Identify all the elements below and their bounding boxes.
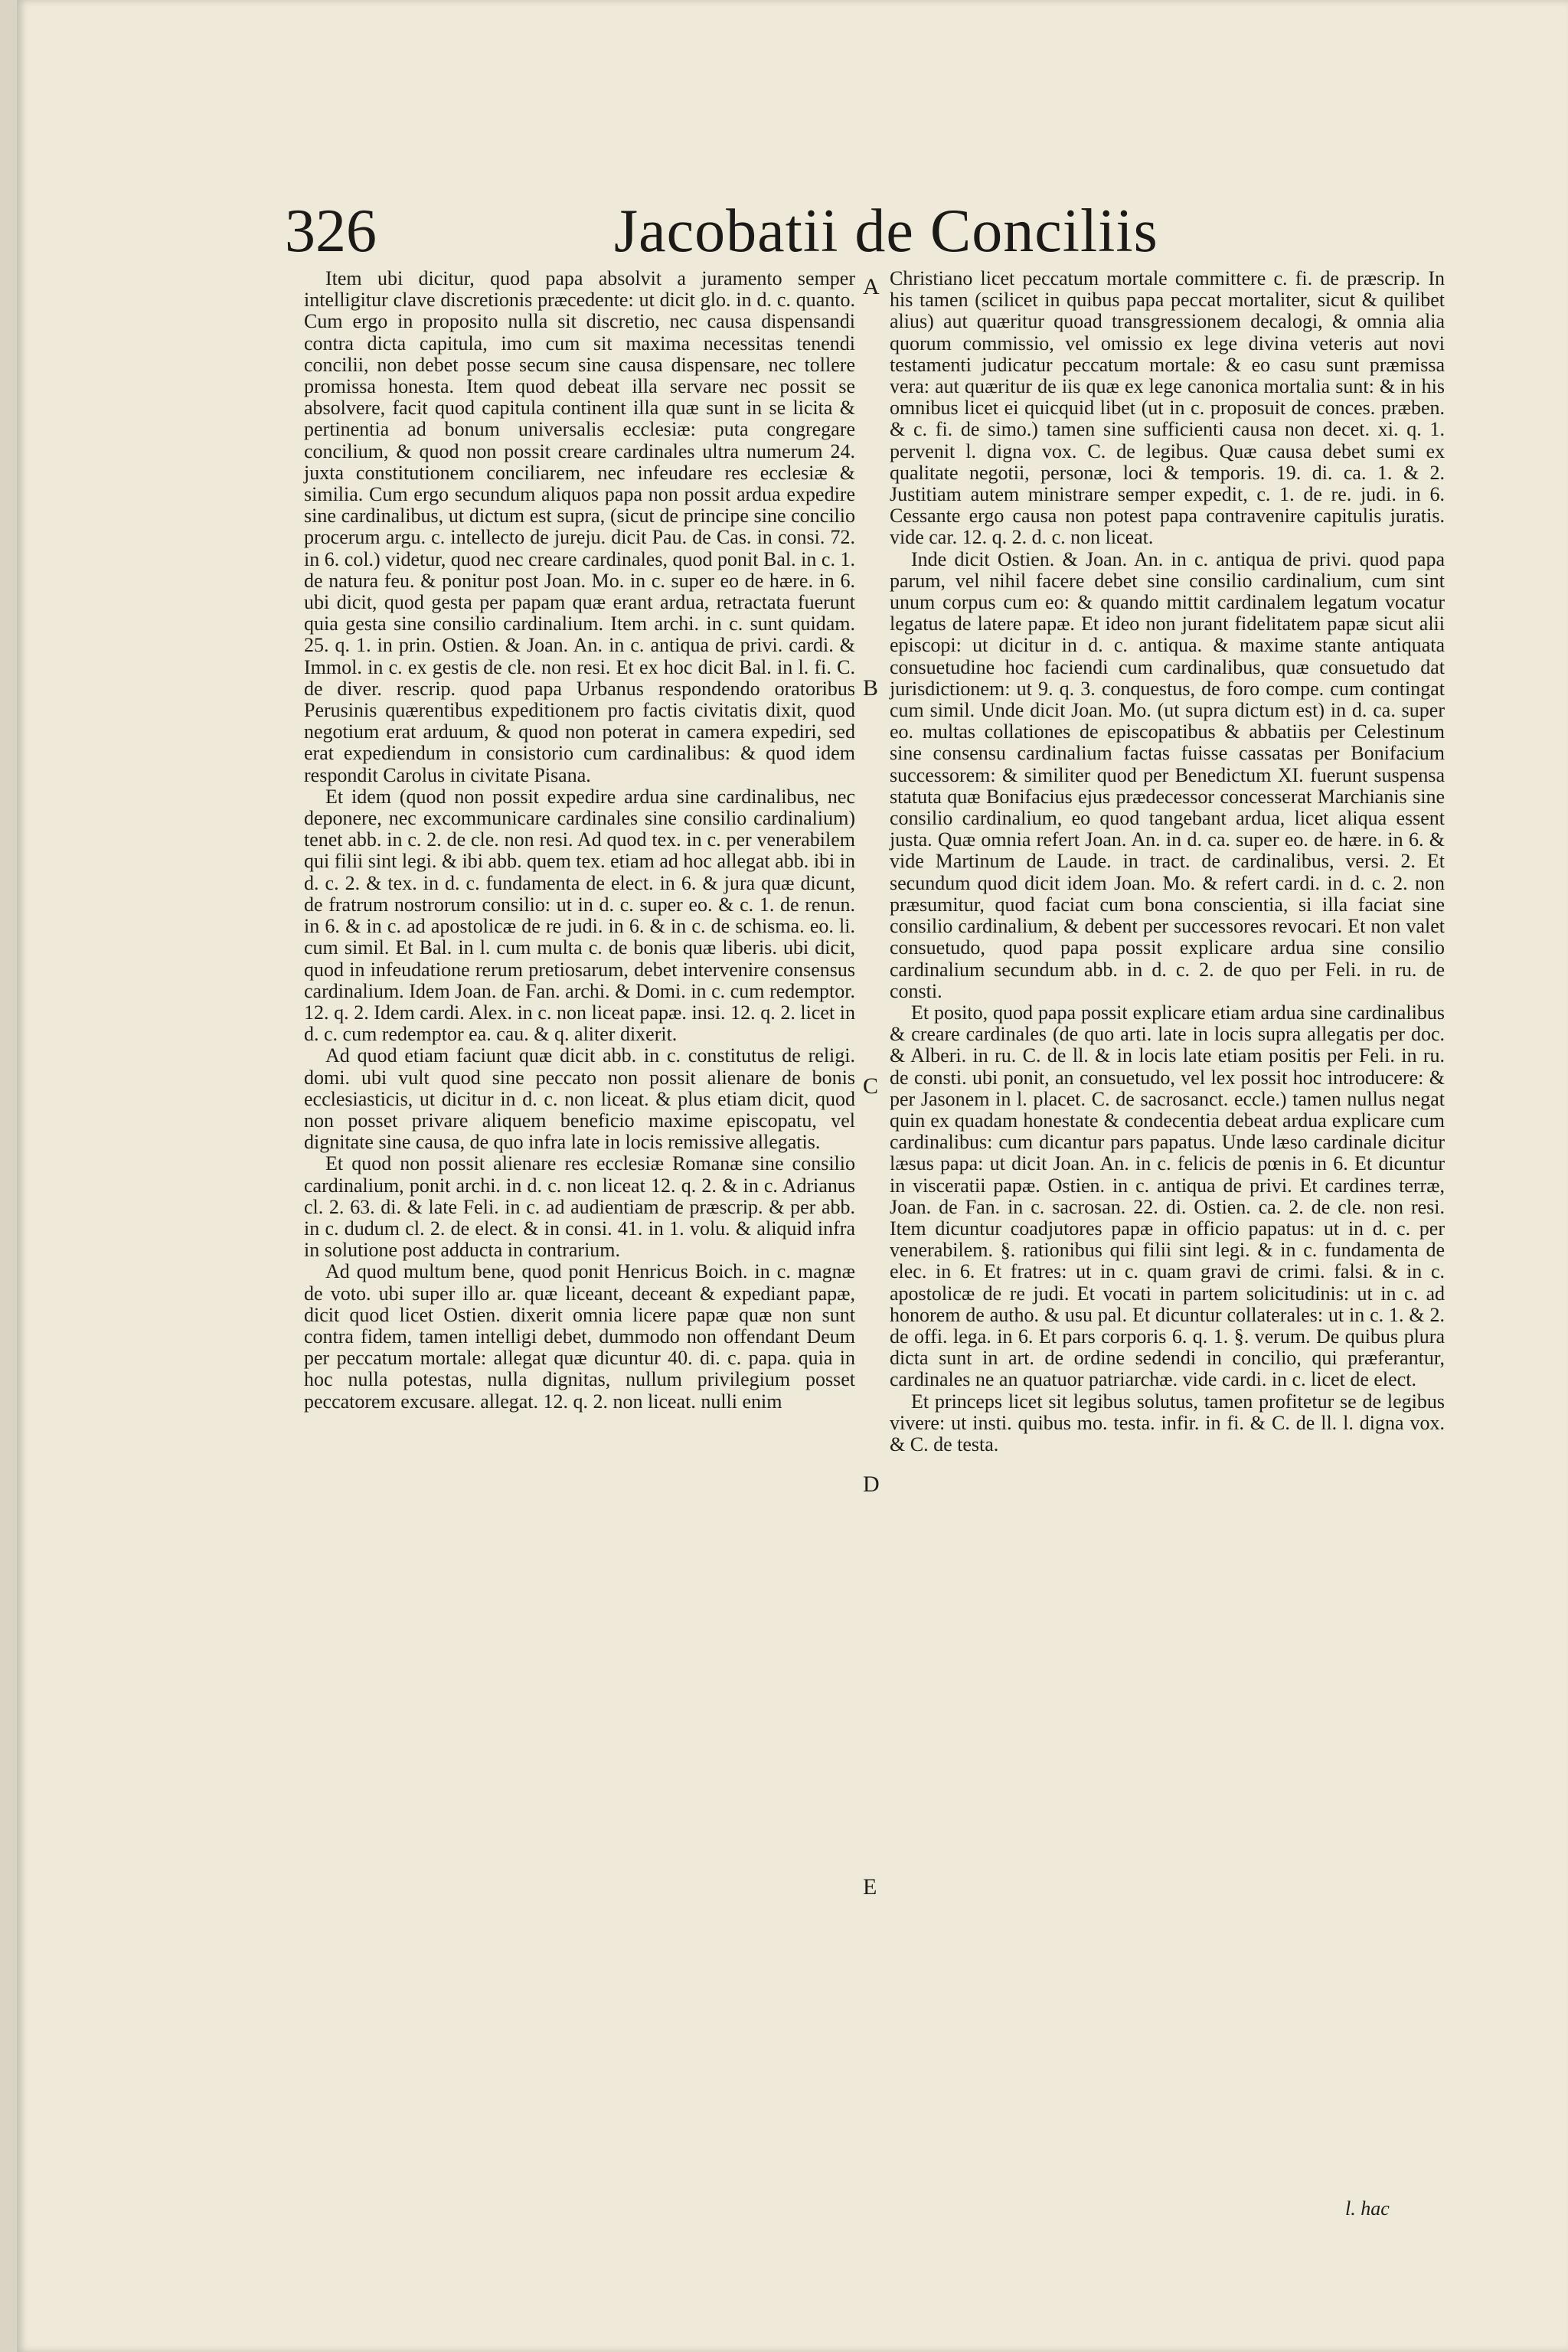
right-column: [890, 268, 1445, 1455]
book-page: [17, 0, 1568, 2352]
paragraph: Inde dicit Ostien. & Joan. An. in c. antiqua de privi. quod papa parum, vel nihil facere debet sine consilio cardinalium, cum sint unum corpus cum eo: & quando mittit cardinalem legatum vocatur legatus de latere papæ. Et ideo non jurant fidelitatem papæ sicut alii episcopi: ut dicitur in d. c. antiqua. & maxime stante antiquata consuetudine hoc faciendi cum cardinalibus, quæ consuetudo dat jurisdictionem: ut 9. q. 3. conquestus, de foro compe. cum contingat cum simil. Unde dicit Joan. Mo. (ut supra dictum est) in d. ca. super eo. multas collationes de episcopatibus & abbatiis per Celestinum sine consensu cardinalium factas fuisse cassatas per Bonifacium successorem: & similiter quod per Benedictum XI. fuerunt suspensa statuta quæ Bonifacius ejus prædecessor concesserat Marchianis sine consilio cardinalium, eo quod tangebant ardua, licet aliqua essent justa. Quæ omnia refert Joan. An. in d. ca. super eo. de hære. in 6. & vide Martinum de Laude. in tract. de cardinalibus, versi. 2. Et secundum quod dicit idem Joan. Mo. & refert cardi. in d. c. 2. non præsumitur, quod faciat cum bona conscientia, si illa faciat sine consilio cardinalium, & debent per successores revocari. Et non valet consuetudo, quod papa possit explicare ardua sine consilio cardinalium secundum abb. in d. c. 2. de quo per Feli. in ru. de consti.: [890, 547, 1445, 1002]
section-marker-c: C: [863, 1073, 879, 1099]
section-marker-b: B: [863, 675, 879, 701]
paragraph: Et posito, quod papa possit explicare etiam ardua sine cardinalibus & creare cardinales (de quo arti. late in locis supra allegatis per doc. & Alberi. in ru. C. de ll. & in locis late etiam positis per Feli. in ru. de consti. ubi ponit, an consuetudo, vel lex possit hoc introducere: & per Jasonem in l. placet. C. de sacrosanct. eccle.) tamen nullus negat quin ex quadam honestate & condecentia debeat ardua explicare cum cardinalibus: cum dicantur pars papatus. Unde læso cardinale dicitur læsus papa: ut dicit Joan. An. in c. felicis de pœnis in 6. Et dicuntur in visceratii papæ. Ostien. in c. antiqua de privi. Et cardines terræ, Joan. de Fan. in c. sacrosan. 22. di. Ostien. ca. 2. de cle. non resi. Item dicuntur coadjutores papæ in officio papatus: ut in d. c. per venerabilem. §. rationibus qui filii sint legi. & in c. fundamenta de elec. in 6. Et fratres: ut in c. quam gravi de crimi. falsi. & in c. apostolicæ de re judi. Et vocati in partem solicitudinis: ut in c. ad honorem de autho. & usu pal. Et dicuntur collaterales: ut in c. 1. & 2. de offi. lega. in 6. Et pars corporis 6. q. 1. §. verum. De quibus plura dicta sunt in art. de ordine sedendi in concilio, qui præferantur, cardinales ne an quatuor patriarchæ. vide cardi. in c. licet de elect.: [890, 1001, 1445, 1391]
running-title: Jacobatii de Conciliis: [614, 198, 1158, 265]
page-number: 326: [285, 198, 377, 265]
left-column: [304, 268, 855, 1413]
section-marker-a: A: [863, 274, 880, 299]
section-marker-d: D: [863, 1472, 880, 1497]
paragraph: Christiano licet peccatum mortale committere c. fi. de præscrip. In his tamen (scilicet in quibus papa peccat mortaliter, sicut & quilibet alius) aut quæritur quoad transgressionem decalogi, & omnia alia quorum commissio, vel omissio ex lege divina veteris aut novi testamenti judicatur peccatum mortale: & eo casu sunt præmissa vera: aut quæritur de iis quæ ex lege canonica mortalia sunt: & in his omnibus licet ei quicquid libet (ut in c. proposuit de conces. præben. & c. fi. de simo.) tamen sine sufficienti causa non decet. xi. q. 1. pervenit l. digna vox. C. de legibus. Quæ causa debet sumi ex qualitate negotii, personæ, loci & temporis. 19. di. ca. 1. & 2. Justitiam autem ministrare semper expedit, c. 1. de re. judi. in 6. Cessante ergo causa non potest papa contravenire capitulis juratis. vide car. 12. q. 2. d. c. non liceat.: [890, 267, 1445, 549]
paragraph: Item ubi dicitur, quod papa absolvit a juramento semper intelligitur clave discretionis præcedente: ut dicit glo. in d. c. quanto. Cum ergo in proposito nulla sit discretio, nec causa dispensandi contra dicta capitula, imo cum sit maxima necessitas tenendi concilii, non debet posse secum sine causa dispensare, nec tollere promissa honesta. Item quod debeat illa servare nec possit se absolvere, facit quod capitula continent illa quæ sunt in se licita & pertinentia ad bonum universalis ecclesiæ: puta congregare concilium, & quod non possit creare cardinales ultra numerum 24. juxta constitutionem conciliarem, nec infeudare res ecclesiæ & similia. Cum ergo secundum aliquos papa non possit ardua expedire sine cardinalibus, ut dictum est supra, (sicut de principe sine concilio procerum argu. c. intellecto de jureju. dicit Pau. de Cas. in consi. 72. in 6. col.) videtur, quod nec creare cardinales, quod ponit Bal. in c. 1. de natura feu. & ponitur post Joan. Mo. in c. super eo de hære. in 6. ubi dicit, quod gesta per papam quæ erant ardua, retractata fuerunt quia gesta sine consilio cardinalium. Item archi. in c. sunt quidam. 25. q. 1. in prin. Ostien. & Joan. An. in c. antiqua de privi. cardi. & Immol. in c. ex gestis de cle. non resi. Et ex hoc dicit Bal. in l. fi. C. de diver. rescrip. quod papa Urbanus respondendo oratoribus Perusinis quærentibus expeditionem pro factis civitatis dixit, quod negotium erat arduum, & quod non poterat in camera expediri, sed erat expediendum in consistorio cum cardinalibus: & quod idem respondit Carolus in civitate Pisana.: [304, 267, 855, 786]
section-marker-e: E: [863, 1874, 877, 1900]
paragraph: Et princeps licet sit legibus solutus, tamen profitetur se de legibus vivere: ut insti. quibus mo. testa. infir. in fi. & C. de ll. l. digna vox. & C. de testa.: [890, 1390, 1445, 1455]
paragraph: Ad quod etiam faciunt quæ dicit abb. in c. constitutus de religi. domi. ubi vult quod sine peccato non possit alienare de bonis ecclesiasticis, ut dicitur in d. c. non liceat. & plus etiam dicit, quod non posset privare aliquem beneficio maxime episcopatu, vel dignitate sine causa, de quo infra late in locis remissive allegatis.: [304, 1044, 855, 1154]
margin-section-markers: [863, 0, 886, 2352]
catchword: l. hac: [1345, 2197, 1390, 2220]
paragraph: Et quod non possit alienare res ecclesiæ Romanæ sine consilio cardinalium, ponit archi. in d. c. non liceat 12. q. 2. & in c. Adrianus cl. 2. 63. di. & late Feli. in c. ad audientiam de præscrip. & per abb. in c. dudum cl. 2. de elect. & in consi. 41. in 1. volu. & aliquid infra in solutione post adducta in contrarium.: [304, 1152, 855, 1262]
paragraph: Ad quod multum bene, quod ponit Henricus Boich. in c. magnæ de voto. ubi super illo ar. quæ liceant, deceant & expediant papæ, dicit quod licet Ostien. dixerit omnia licere papæ quæ non sunt contra fidem, tamen intelligi debet, dummodo non offendant Deum per peccatum mortale: allegat quæ dicuntur 40. di. c. papa. quia in hoc nulla potestas, nulla dignitas, nullum privilegium posset peccatorem excusare. allegat. 12. q. 2. non liceat. nulli enim: [304, 1260, 855, 1413]
paragraph: Et idem (quod non possit expedire ardua sine cardinalibus, nec deponere, nec excommunicare cardinales sine consilio cardinalium) tenet abb. in c. 2. de cle. non resi. Ad quod tex. in c. per venerabilem qui filii sint legi. & ibi abb. quem tex. etiam ad hoc allegat abb. ibi in d. c. 2. & tex. in d. c. fundamenta de elect. in 6. & jura quæ dicunt, de fratrum nostrorum consilio: ut in d. c. super eo. & c. 1. de renun. in 6. & in c. ad apostolicæ de re judi. in 6. & in c. de schisma. eo. li. cum simil. Et Bal. in l. cum multa c. de bonis quæ liberis. ubi dicit, quod in infeudatione rerum pretiosarum, debet intervenire consensus cardinalium. Idem Joan. de Fan. archi. & Domi. in c. cum redemptor. 12. q. 2. Idem cardi. Alex. in c. non liceat papæ. insi. 12. q. 2. licet in d. c. cum redemptor ea. cau. & q. aliter dixerit.: [304, 785, 855, 1046]
